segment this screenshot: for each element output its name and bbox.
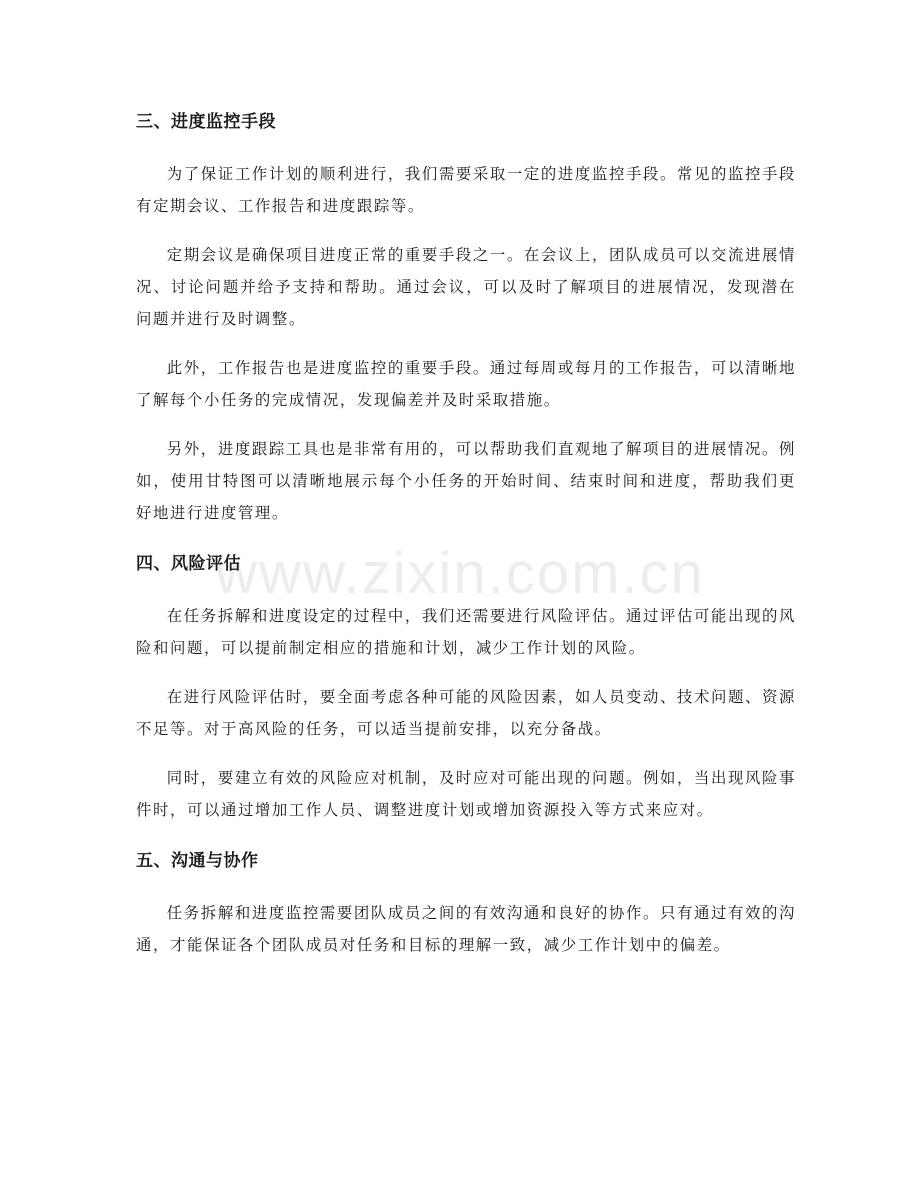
paragraph: 任务拆解和进度监控需要团队成员之间的有效沟通和良好的协作。只有通过有效的沟通，才能保证各个团队成员对任务和目标的理解一致，减少工作计划中的偏差。 <box>136 904 796 954</box>
section-heading: 四、风险评估 <box>136 554 241 574</box>
paragraph: 定期会议是确保项目进度正常的重要手段之一。在会议上，团队成员可以交流进展情况、讨论问题并给予支持和帮助。通过会议，可以及时了解项目的进展情况，发现潜在问题并进行及时调整。 <box>136 246 796 328</box>
document-body <box>136 104 796 961</box>
section-heading: 五、沟通与协作 <box>136 851 259 871</box>
paragraph: 在任务拆解和进度设定的过程中，我们还需要进行风险评估。通过评估可能出现的风险和问题，可以提前制定相应的措施和计划，减少工作计划的风险。 <box>136 607 796 657</box>
watermark: www.zixin.com.cn <box>215 541 705 606</box>
paragraph: 为了保证工作计划的顺利进行，我们需要采取一定的进度监控手段。常见的监控手段有定期会议、工作报告和进度跟踪等。 <box>136 165 796 215</box>
paragraph: 此外，工作报告也是进度监控的重要手段。通过每周或每月的工作报告，可以清晰地了解每个小任务的完成情况，发现偏差并及时采取措施。 <box>136 359 796 409</box>
paragraph: 在进行风险评估时，要全面考虑各种可能的风险因素，如人员变动、技术问题、资源不足等。对于高风险的任务，可以适当提前安排，以充分备战。 <box>136 688 796 738</box>
section-heading: 三、进度监控手段 <box>136 112 276 132</box>
paragraph: 同时，要建立有效的风险应对机制，及时应对可能出现的问题。例如，当出现风险事件时，可以通过增加工作人员、调整进度计划或增加资源投入等方式来应对。 <box>136 769 796 819</box>
paragraph: 另外，进度跟踪工具也是非常有用的，可以帮助我们直观地了解项目的进展情况。例如，使用甘特图可以清晰地展示每个小任务的开始时间、结束时间和进度，帮助我们更好地进行进度管理。 <box>136 440 796 522</box>
